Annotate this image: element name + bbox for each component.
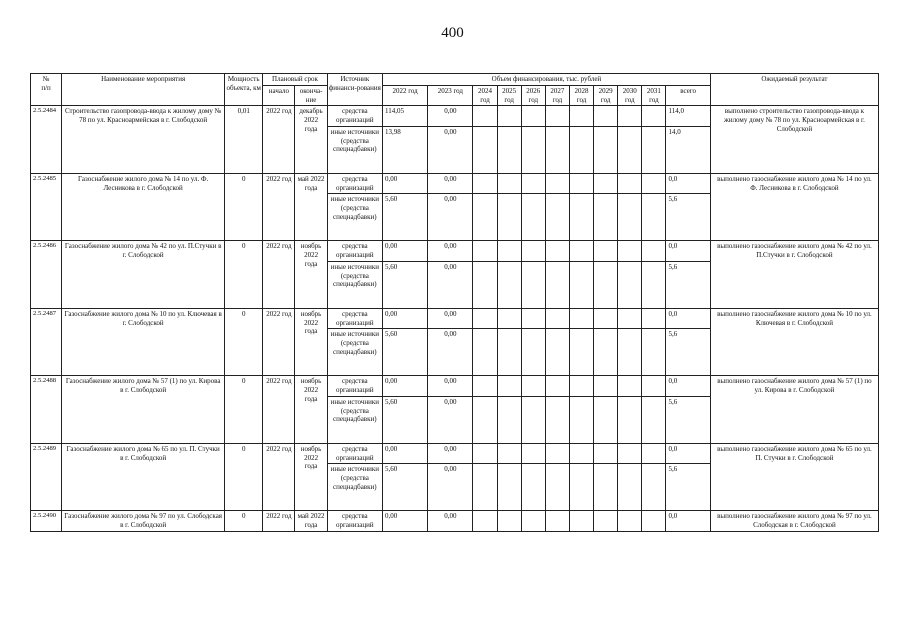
row-name: Газоснабжение жилого дома № 42 по ул. П.Стучки в г. Слободской	[62, 241, 225, 309]
row-name: Газоснабжение жилого дома № 97 по ул. Слободская в г. Слободской	[62, 511, 225, 532]
row-start: 2022 год	[263, 106, 295, 174]
row-result: выполнено газоснабжение жилого дома № 97 по ул. Слободская в г. Слободской	[710, 511, 878, 532]
row-source: иные источники (средства спецнадбавки)	[327, 126, 382, 173]
table-row	[31, 376, 879, 397]
row-source: иные источники (средства спецнадбавки)	[327, 261, 382, 308]
row-start: 2022 год	[263, 173, 295, 241]
row-capacity: 0	[225, 511, 263, 532]
row-result: выполнено газоснабжение жилого дома № 65 по ул. П. Стучки в г. Слободской	[710, 443, 878, 511]
row-value-2023: 0,00	[428, 376, 473, 397]
header-year-2029: 2029 год	[594, 85, 618, 106]
row-capacity: 0	[225, 376, 263, 444]
row-source: иные источники (средства спецнадбавки)	[327, 329, 382, 376]
header-capacity: Мощность объекта, км	[225, 74, 263, 106]
row-value-2022: 5,60	[382, 261, 427, 308]
table-row	[31, 308, 879, 329]
row-value-2022: 0,00	[382, 376, 427, 397]
header-end: оконча-ние	[295, 85, 327, 106]
row-capacity: 0	[225, 443, 263, 511]
row-total: 114,0	[666, 106, 710, 127]
row-total: 5,6	[666, 261, 710, 308]
row-source: иные источники (средства спецнадбавки)	[327, 194, 382, 241]
row-total: 14,0	[666, 126, 710, 173]
row-id: 2.5.2489	[31, 443, 62, 511]
row-value-2023: 0,00	[428, 126, 473, 173]
row-result: выполнено газоснабжение жилого дома № 42 по ул. П.Стучки в г. Слободской	[710, 241, 878, 309]
row-source: иные источники (средства спецнадбавки)	[327, 396, 382, 443]
row-total: 0,0	[666, 511, 710, 532]
row-start: 2022 год	[263, 376, 295, 444]
header-start: начало	[263, 85, 295, 106]
row-end: ноябрь 2022 года	[295, 308, 327, 376]
row-value-2023: 0,00	[428, 261, 473, 308]
table-row	[31, 173, 879, 194]
row-value-2023: 0,00	[428, 173, 473, 194]
row-id: 2.5.2490	[31, 511, 62, 532]
row-name: Газоснабжение жилого дома № 10 по ул. Ключевая в г. Слободской	[62, 308, 225, 376]
row-result: выполнено газоснабжение жилого дома № 10 по ул. Ключевая в г. Слободской	[710, 308, 878, 376]
row-capacity: 0,01	[225, 106, 263, 174]
row-end: ноябрь 2022 года	[295, 443, 327, 511]
row-end: май 2022 года	[295, 173, 327, 241]
row-value-2022: 13,98	[382, 126, 427, 173]
row-total: 0,0	[666, 443, 710, 464]
row-value-2022: 5,60	[382, 464, 427, 511]
header-year-2030: 2030 год	[618, 85, 642, 106]
row-value-2022: 0,00	[382, 241, 427, 262]
row-value-2022: 0,00	[382, 511, 427, 532]
row-id: 2.5.2488	[31, 376, 62, 444]
header-year-2026: 2026 год	[521, 85, 545, 106]
row-name: Газоснабжение жилого дома № 57 (1) по ул. Кирова в г. Слободской	[62, 376, 225, 444]
table-row	[31, 511, 879, 532]
row-end: декабрь 2022 года	[295, 106, 327, 174]
header-year-2031: 2031 год	[642, 85, 666, 106]
row-total: 0,0	[666, 241, 710, 262]
row-result: выполнено газоснабжение жилого дома № 57 (1) по ул. Кирова в г. Слободской	[710, 376, 878, 444]
row-start: 2022 год	[263, 443, 295, 511]
row-start: 2022 год	[263, 241, 295, 309]
row-source: средства организаций	[327, 511, 382, 532]
row-id: 2.5.2485	[31, 173, 62, 241]
row-start: 2022 год	[263, 511, 295, 532]
row-capacity: 0	[225, 241, 263, 309]
header-year-2023: 2023 год	[428, 85, 473, 106]
row-value-2022: 5,60	[382, 329, 427, 376]
row-value-2023: 0,00	[428, 241, 473, 262]
row-value-2023: 0,00	[428, 396, 473, 443]
table-row	[31, 106, 879, 127]
row-value-2022: 0,00	[382, 443, 427, 464]
header-num: № п/п	[31, 74, 62, 106]
financing-table	[30, 73, 879, 532]
row-value-2023: 0,00	[428, 106, 473, 127]
header-total: всего	[666, 85, 710, 106]
row-name: Строительство газопровода-ввода к жилому дому № 78 по ул. Красноармейская в г. Слободской	[62, 106, 225, 174]
row-source: средства организаций	[327, 241, 382, 262]
row-source: средства организаций	[327, 376, 382, 397]
row-id: 2.5.2487	[31, 308, 62, 376]
row-result: выполнено газоснабжение жилого дома № 14 по ул. Ф. Лесникова в г. Слободской	[710, 173, 878, 241]
row-source: средства организаций	[327, 106, 382, 127]
row-total: 5,6	[666, 329, 710, 376]
row-value-2023: 0,00	[428, 443, 473, 464]
row-name: Газоснабжение жилого дома № 14 по ул. Ф. Лесникова в г. Слободской	[62, 173, 225, 241]
row-value-2022: 5,60	[382, 194, 427, 241]
row-total: 5,6	[666, 194, 710, 241]
row-name: Газоснабжение жилого дома № 65 по ул. П. Стучки в г. Слободской	[62, 443, 225, 511]
header-volume: Объем финансирования, тыс. рублей	[382, 74, 710, 86]
row-value-2022: 5,60	[382, 396, 427, 443]
header-year-2028: 2028 год	[569, 85, 593, 106]
row-value-2022: 114,05	[382, 106, 427, 127]
row-end: ноябрь 2022 года	[295, 241, 327, 309]
page-number: 400	[441, 25, 464, 41]
row-source: средства организаций	[327, 173, 382, 194]
row-total: 0,0	[666, 376, 710, 397]
row-value-2023: 0,00	[428, 194, 473, 241]
row-id: 2.5.2486	[31, 241, 62, 309]
row-capacity: 0	[225, 173, 263, 241]
row-total: 5,6	[666, 464, 710, 511]
row-value-2023: 0,00	[428, 511, 473, 532]
row-source: средства организаций	[327, 443, 382, 464]
row-result: выполнено строительство газопровода-ввода к жилому дому № 78 по ул. Красноармейская в г. Слободской	[710, 106, 878, 174]
row-id: 2.5.2484	[31, 106, 62, 174]
header-year-2024: 2024 год	[473, 85, 497, 106]
row-source: иные источники (средства спецнадбавки)	[327, 464, 382, 511]
row-end: май 2022 года	[295, 511, 327, 532]
row-capacity: 0	[225, 308, 263, 376]
header-plan-term: Плановый срок	[263, 74, 327, 86]
row-total: 0,0	[666, 173, 710, 194]
header-year-2025: 2025 год	[497, 85, 521, 106]
row-start: 2022 год	[263, 308, 295, 376]
row-value-2023: 0,00	[428, 308, 473, 329]
table-row	[31, 241, 879, 262]
row-end: ноябрь 2022 года	[295, 376, 327, 444]
row-value-2023: 0,00	[428, 464, 473, 511]
header-year-2027: 2027 год	[545, 85, 569, 106]
row-total: 0,0	[666, 308, 710, 329]
row-total: 5,6	[666, 396, 710, 443]
header-result: Ожидаемый результат	[710, 74, 878, 106]
header-source: Источник финанси-рования	[327, 74, 382, 106]
header-name: Наименование мероприятия	[62, 74, 225, 106]
row-source: средства организаций	[327, 308, 382, 329]
header-year-2022: 2022 год	[382, 85, 427, 106]
row-value-2022: 0,00	[382, 173, 427, 194]
row-value-2023: 0,00	[428, 329, 473, 376]
table-row	[31, 443, 879, 464]
row-value-2022: 0,00	[382, 308, 427, 329]
